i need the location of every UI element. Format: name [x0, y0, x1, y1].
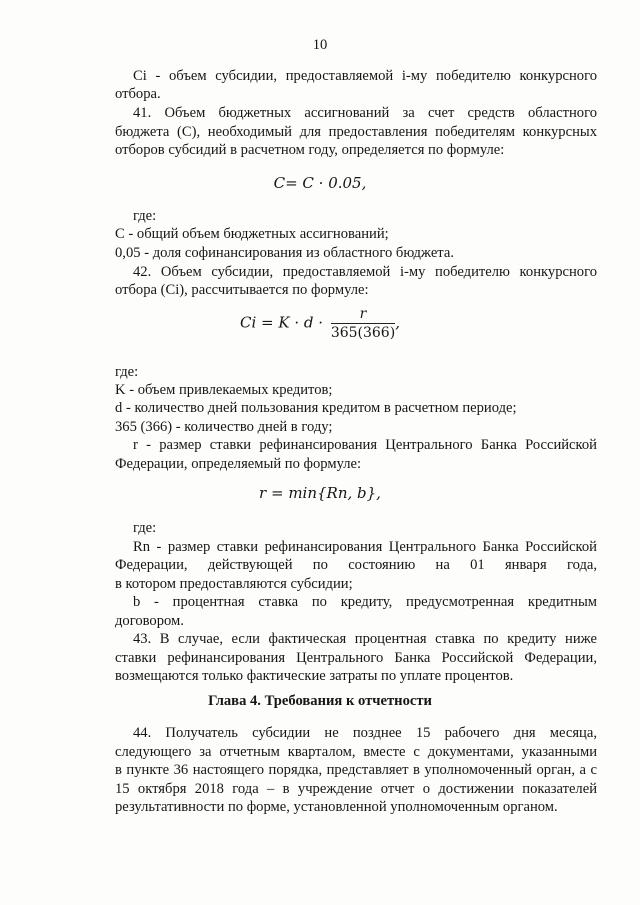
text-line: Федерации, действующей по состоянию на 01 января года,	[115, 557, 597, 573]
text-line: 44. Получатель субсидии не позднее 15 рабочего дня месяца,	[133, 725, 597, 741]
text-line: 42. Объем субсидии, предоставляемой i-му победителю конкурсного	[133, 264, 597, 280]
text-line: в пункте 36 настоящего порядка, представляет в уполномоченный орган, а с	[115, 762, 597, 778]
text-line: K - объем привлекаемых кредитов;	[115, 382, 333, 398]
text-line: отборов субсидий в расчетном году, определяется по формуле:	[115, 142, 505, 158]
formula-r: r = min{Rn, b},	[259, 484, 381, 502]
text-line: b - процентная ставка по кредиту, предусмотренная кредитным	[133, 594, 597, 610]
fraction-numerator: r	[331, 306, 395, 324]
text-line: результативности по форме, установленной уполномоченным органом.	[115, 799, 558, 815]
text-line: отбора.	[115, 86, 161, 102]
text-line: 15 октября 2018 года – в учреждение отчет о достижении показателей	[115, 781, 597, 797]
formula-fraction	[331, 306, 395, 341]
text-line: где:	[133, 208, 157, 224]
formula-ci-left: Ci = K · d ·	[240, 313, 328, 332]
text-line: бюджета (С), необходимый для предоставления победителям конкурсных	[115, 124, 597, 140]
text-line: r - размер ставки рефинансирования Центрального Банка Российской	[133, 437, 597, 453]
text-line: где:	[133, 520, 157, 536]
text-line: С - общий объем бюджетных ассигнований;	[115, 226, 389, 242]
formula-ci-tail: ,	[395, 313, 400, 332]
text-line: отбора (Ci), рассчитывается по формуле:	[115, 282, 369, 298]
chapter-heading: Глава 4. Требования к отчетности	[208, 693, 432, 709]
text-line: 365 (366) - количество дней в году;	[115, 419, 333, 435]
text-line: ставки рефинансирования Центрального Банка Российской Федерации,	[115, 650, 597, 666]
text-line: Rn - размер ставки рефинансирования Центрального Банка Российской	[133, 539, 597, 555]
text-line: d - количество дней пользования кредитом в расчетном периоде;	[115, 400, 517, 416]
text-line: в котором предоставляются субсидии;	[115, 576, 353, 592]
text-line: следующего за отчетным кварталом, вместе с документами, указанными	[115, 744, 597, 760]
page-number: 10	[312, 37, 328, 53]
text-line: возмещаются только фактические затраты по уплате процентов.	[115, 668, 514, 684]
fraction-denominator: 365(366)	[330, 325, 396, 341]
text-line: где:	[115, 364, 139, 380]
text-line: договором.	[115, 613, 184, 629]
formula-c: C= C · 0.05,	[273, 174, 367, 192]
text-line: 0,05 - доля софинансирования из областного бюджета.	[115, 245, 454, 261]
text-line: Ci - объем субсидии, предоставляемой i-му победителю конкурсного	[133, 68, 597, 84]
text-line: 43. В случае, если фактическая процентная ставка по кредиту ниже	[133, 631, 597, 647]
text-line: 41. Объем бюджетных ассигнований за счет средств областного	[133, 105, 597, 121]
formula-ci	[0, 306, 640, 341]
text-line: Федерации, определяемый по формуле:	[115, 456, 362, 472]
